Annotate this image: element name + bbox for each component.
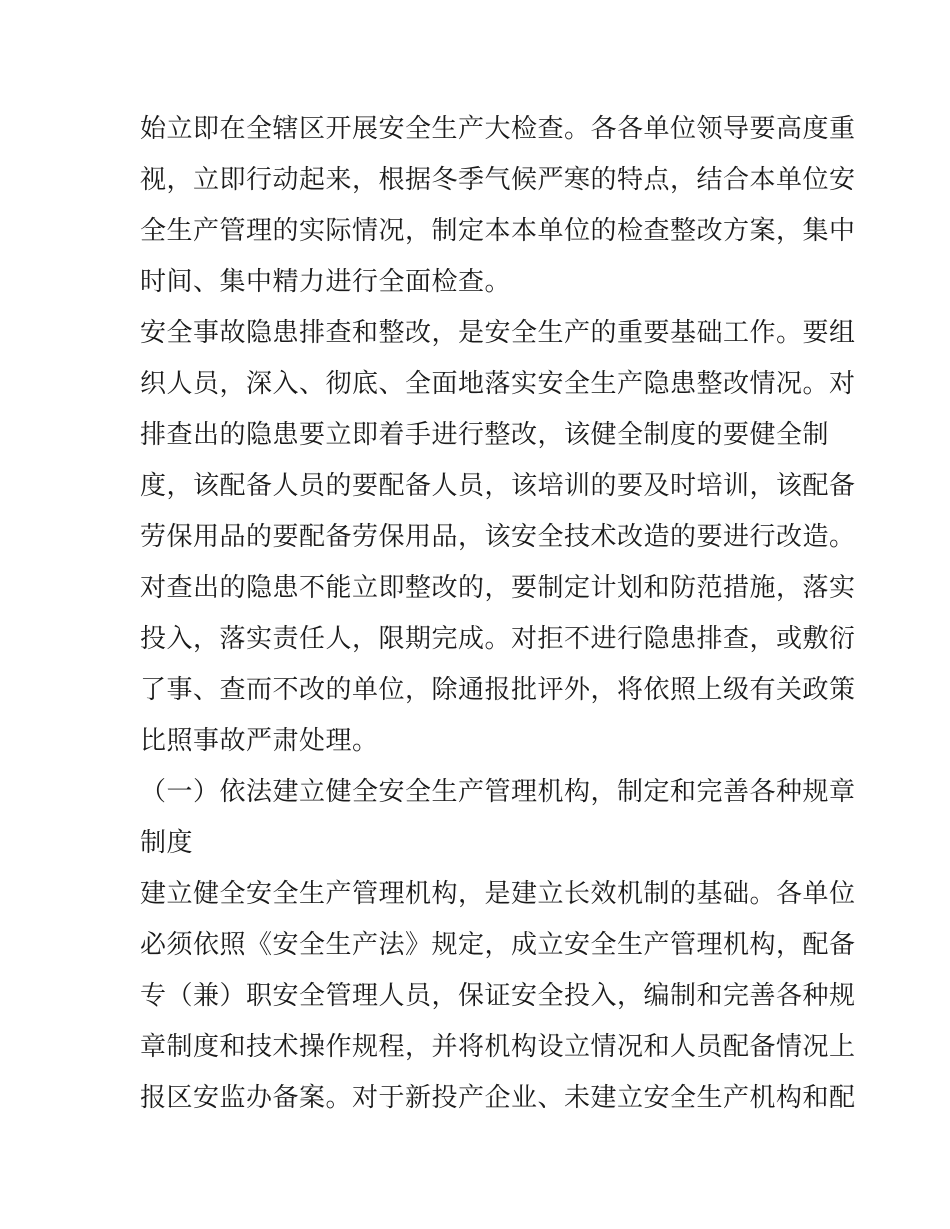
text-line: 视，立即行动起来，根据冬季气候严寒的特点，结合本单位安 — [140, 165, 856, 195]
text-line: 对查出的隐患不能立即整改的，要制定计划和防范措施，落实 — [140, 573, 856, 603]
text-line: 报区安监办备案。对于新投产企业、未建立安全生产机构和配 — [140, 1083, 856, 1113]
text-line: 投入，落实责任人，限期完成。对拒不进行隐患排查，或敷衍 — [140, 624, 856, 654]
text-line: 织人员，深入、彻底、全面地落实安全生产隐患整改情况。对 — [140, 369, 856, 399]
text-line: 章制度和技术操作规程，并将机构设立情况和人员配备情况上 — [140, 1032, 856, 1062]
text-line: 必须依照《安全生产法》规定，成立安全生产管理机构，配备 — [140, 930, 856, 960]
text-line: 度，该配备人员的要配备人员，该培训的要及时培训，该配备 — [140, 471, 856, 501]
text-line: 专（兼）职安全管理人员，保证安全投入，编制和完善各种规 — [140, 981, 856, 1011]
document-body — [140, 104, 856, 1124]
text-line: 全生产管理的实际情况，制定本本单位的检查整改方案，集中 — [140, 216, 856, 246]
text-line: 比照事故严肃处理。 — [140, 726, 379, 756]
section-heading-line: 制度 — [140, 828, 194, 858]
text-line: 建立健全安全生产管理机构，是建立长效机制的基础。各单位 — [140, 879, 856, 909]
section-heading-line: （一）依法建立健全安全生产管理机构，制定和完善各种规章 — [140, 777, 856, 807]
text-line: 时间、集中精力进行全面检查。 — [140, 267, 512, 297]
text-line: 劳保用品的要配备劳保用品，该安全技术改造的要进行改造。 — [140, 522, 856, 552]
text-line: 排查出的隐患要立即着手进行整改，该健全制度的要健全制 — [140, 420, 830, 450]
text-line: 了事、查而不改的单位，除通报批评外，将依照上级有关政策 — [140, 675, 856, 705]
text-line: 始立即在全辖区开展安全生产大检查。各各单位领导要高度重 — [140, 114, 856, 144]
text-line: 安全事故隐患排查和整改，是安全生产的重要基础工作。要组 — [140, 318, 856, 348]
